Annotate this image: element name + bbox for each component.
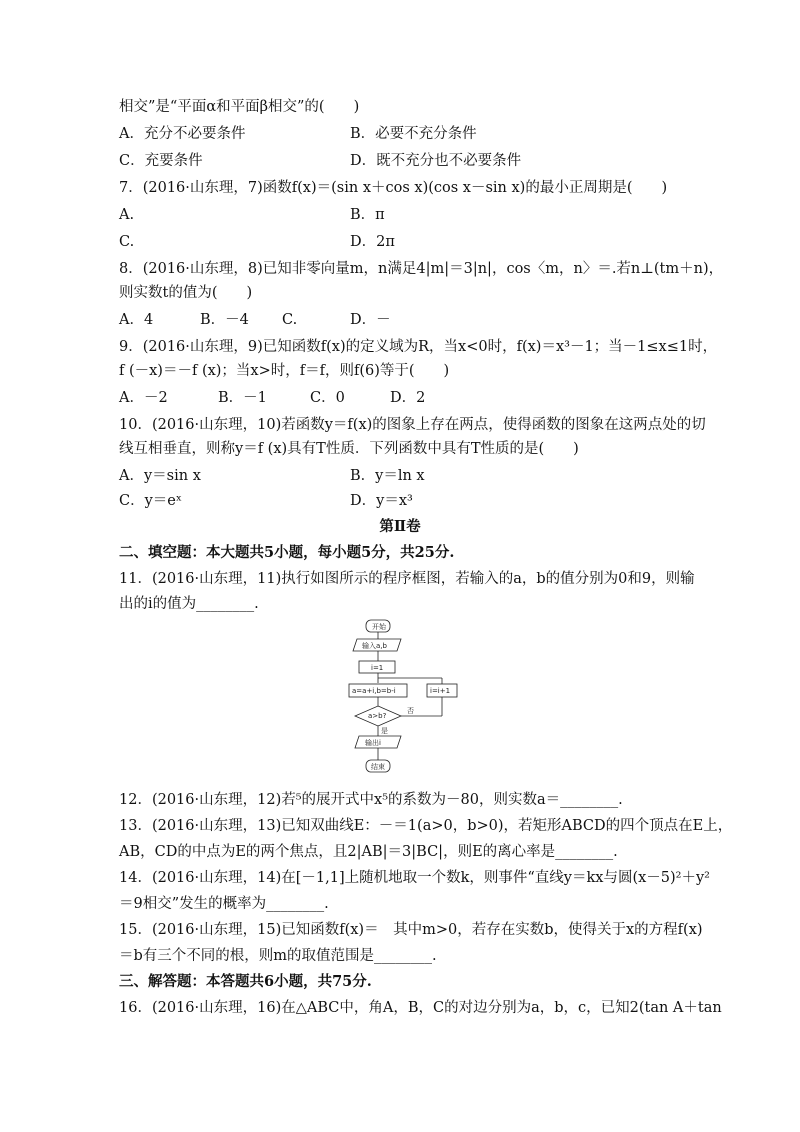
section-fill-in-heading: 二、填空题：本大题共5小题，每小题5分，共25分. bbox=[119, 544, 455, 561]
flow-no-label: 否 bbox=[407, 707, 414, 715]
q6-option-d: D．既不充分也不必要条件 bbox=[350, 153, 522, 169]
q16-stem-line1: 16．(2016·山东理，16)在△ABC中，角A，B，C的对边分别为a，b，c，已知2(tan A＋tan bbox=[119, 1000, 722, 1016]
q6-option-c: C．充要条件 bbox=[119, 153, 203, 169]
q8-option-c: C. bbox=[282, 312, 298, 328]
q9-option-d: D．2 bbox=[390, 390, 426, 406]
q7-stem: 7．(2016·山东理，7)函数f(x)＝(sin x＋cos x)(cos x－sin x)的最小正周期是( ) bbox=[119, 180, 668, 196]
q7-option-b: B．π bbox=[350, 207, 385, 223]
q15-stem-line1: 15．(2016·山东理，15)已知函数f(x)＝ 其中m>0，若存在实数b，使得关于x的方程f(x) bbox=[119, 922, 703, 938]
q12-stem: 12．(2016·山东理，12)若⁵的展开式中x⁵的系数为－80，则实数a＝________. bbox=[119, 792, 623, 808]
q9-option-c: C．0 bbox=[310, 390, 345, 406]
q15-stem-line2: ＝b有三个不同的根，则m的取值范围是________. bbox=[119, 948, 437, 964]
q8-option-b: B．－4 bbox=[200, 312, 249, 328]
flow-yes-label: 是 bbox=[381, 727, 388, 735]
q10-stem-line2: 线互相垂直，则称y＝f (x)具有T性质．下列函数中具有T性质的是( ) bbox=[119, 441, 579, 457]
q8-option-a: A．4 bbox=[119, 312, 154, 328]
q11-stem-line2: 出的i的值为________. bbox=[119, 596, 259, 612]
q13-stem-line1: 13．(2016·山东理，13)已知双曲线E：－＝1(a>0，b>0)，若矩形ABCD的四个顶点在E上， bbox=[119, 818, 733, 834]
q14-stem-line2: ＝9相交”发生的概率为________. bbox=[119, 896, 329, 912]
q8-stem-line1: 8．(2016·山东理，8)已知非零向量m，n满足4|m|＝3|n|，cos〈m，n〉＝.若n⊥(tm＋n)， bbox=[119, 261, 724, 277]
flow-input-label: 输入a,b bbox=[362, 642, 387, 650]
flow-condition-label: a>b? bbox=[368, 712, 387, 720]
section-answer-heading: 三、解答题：本答题共6小题，共75分. bbox=[119, 973, 372, 990]
q9-option-a: A．－2 bbox=[119, 390, 168, 406]
q9-stem-line1: 9．(2016·山东理，9)已知函数f(x)的定义域为R，当x<0时，f(x)＝x³－1；当－1≤x≤1时， bbox=[119, 339, 718, 355]
q8-stem-line2: 则实数t的值为( ) bbox=[119, 285, 253, 301]
q7-option-c: C. bbox=[119, 234, 135, 250]
flow-assign-label: a=a+i,b=b-i bbox=[352, 687, 396, 695]
q10-option-a: A．y＝sin x bbox=[119, 468, 201, 484]
q13-stem-line2: AB，CD的中点为E的两个焦点，且2|AB|＝3|BC|，则E的离心率是________. bbox=[119, 844, 618, 860]
q10-stem-line1: 10．(2016·山东理，10)若函数y＝f(x)的图象上存在两点，使得函数的图象在这两点处的切 bbox=[119, 417, 706, 433]
flow-increment-label: i=i+1 bbox=[430, 687, 451, 695]
flow-end-label: 结束 bbox=[371, 763, 385, 771]
q10-option-b: B．y＝ln x bbox=[350, 468, 425, 484]
q6-option-a: A．充分不必要条件 bbox=[119, 126, 246, 142]
volume-title: 第Ⅱ卷 bbox=[379, 518, 421, 535]
q9-option-b: B．－1 bbox=[218, 390, 267, 406]
q6-stem-tail: 相交”是“平面α和平面β相交”的( ) bbox=[119, 99, 360, 115]
q10-option-d: D．y＝x³ bbox=[350, 493, 413, 509]
flow-init-label: i=1 bbox=[371, 664, 384, 672]
flowchart bbox=[345, 618, 460, 780]
q10-option-c: C．y＝eˣ bbox=[119, 493, 183, 509]
flow-start-label: 开始 bbox=[372, 623, 386, 631]
q8-option-d: D．－ bbox=[350, 312, 391, 328]
q7-option-a: A. bbox=[119, 207, 135, 223]
flow-output-label: 输出i bbox=[365, 739, 381, 747]
q9-stem-line2: f (－x)＝－f (x)；当x>时，f＝f，则f(6)等于( ) bbox=[119, 363, 450, 379]
q11-stem-line1: 11．(2016·山东理，11)执行如图所示的程序框图，若输入的a，b的值分别为0和9，则输 bbox=[119, 571, 695, 587]
q7-option-d: D．2π bbox=[350, 234, 395, 250]
q14-stem-line1: 14．(2016·山东理，14)在[－1,1]上随机地取一个数k，则事件“直线y＝kx与圆(x－5)²＋y² bbox=[119, 870, 710, 886]
q6-option-b: B．必要不充分条件 bbox=[350, 126, 477, 142]
